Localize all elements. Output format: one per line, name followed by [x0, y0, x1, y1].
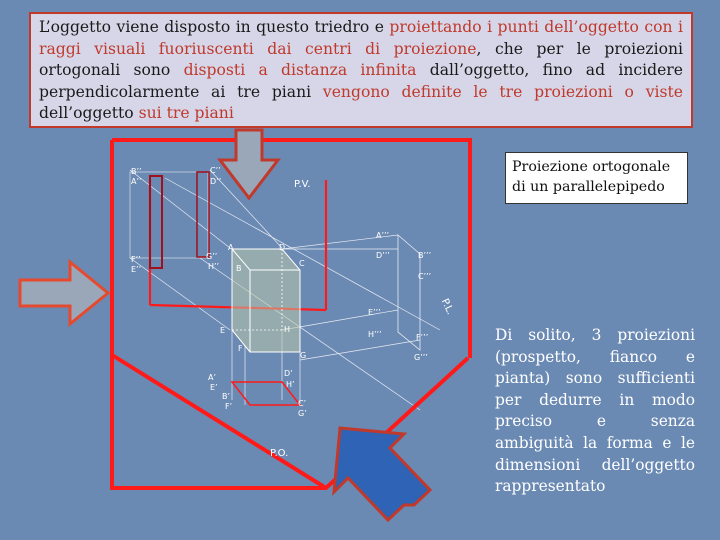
point-label: D’’’	[376, 251, 390, 260]
diagram-title-box	[505, 152, 688, 204]
intro-part: , che per le proiezioni ortogonali sono	[39, 39, 683, 79]
point-label: G	[300, 351, 307, 360]
point-label: H’	[286, 380, 295, 389]
point-label: E’’’	[368, 308, 381, 317]
point-label: D	[279, 243, 286, 252]
pv-projection-back	[197, 172, 209, 257]
point-label: A’’	[131, 177, 142, 186]
point-label: A’	[208, 373, 217, 382]
point-label: E	[220, 326, 226, 335]
point-label: G’	[298, 409, 307, 418]
point-label: D’’	[210, 177, 222, 186]
intro-part: dall’oggetto, fino ad incidere perpendicolarmente ai tre piani	[39, 61, 683, 101]
point-label: H’’	[208, 262, 220, 271]
point-label: F’	[225, 402, 233, 411]
point-label: G’’’	[414, 353, 428, 362]
point-label: H’’’	[368, 330, 382, 339]
up-left-arrow-icon	[334, 428, 430, 520]
plane-label-pl: P.L.	[438, 297, 456, 317]
intro-highlight: proiettando i punti dell’oggetto con i raggi visuali fuoriuscenti dai centri di proiezione	[39, 18, 683, 58]
point-label: B’’	[131, 167, 142, 176]
point-label: C	[299, 259, 305, 268]
point-label: B’	[222, 392, 231, 401]
point-label: F	[238, 344, 243, 353]
point-label: E’’	[131, 265, 142, 274]
point-label: B	[236, 264, 242, 273]
point-label: C’	[298, 399, 307, 408]
point-label: F’’	[131, 255, 141, 264]
point-label: C’’’	[418, 272, 432, 281]
explanation-text: Di solito, 3 proiezioni (prospetto, fianco e pianta) sono sufficienti per dedurre in modo preciso e senza ambiguità la forma e le dimensioni dell’oggetto rappresentato	[495, 326, 695, 496]
intro-highlight: disposti a distanza infinita	[183, 61, 417, 79]
parallelepiped	[232, 249, 300, 352]
right-arrow-icon	[20, 262, 108, 324]
title-line: di un parallelepipedo	[512, 179, 665, 195]
point-label: C’’	[210, 166, 221, 175]
point-label: D’	[284, 369, 293, 378]
title-line: Proiezione ortogonale	[512, 159, 671, 175]
intro-part: L’oggetto viene disposto in questo triedro e	[39, 18, 390, 36]
point-label: A	[228, 243, 234, 252]
point-label: E’	[210, 383, 218, 392]
intro-highlight: sui tre piani	[138, 104, 234, 122]
plane-label-pv: P.V.	[294, 179, 311, 190]
point-label: F’’’	[416, 333, 429, 342]
intro-part: dell’oggetto	[39, 104, 139, 122]
intro-highlight: vengono definite le tre proiezioni o viste	[322, 82, 683, 101]
point-label: H	[284, 325, 291, 334]
pv-projection	[150, 176, 162, 268]
point-label: A’’’	[376, 231, 390, 240]
point-label: G’’	[206, 252, 218, 261]
plane-label-po: P.O.	[270, 448, 289, 459]
point-label: B’’’	[418, 251, 432, 260]
